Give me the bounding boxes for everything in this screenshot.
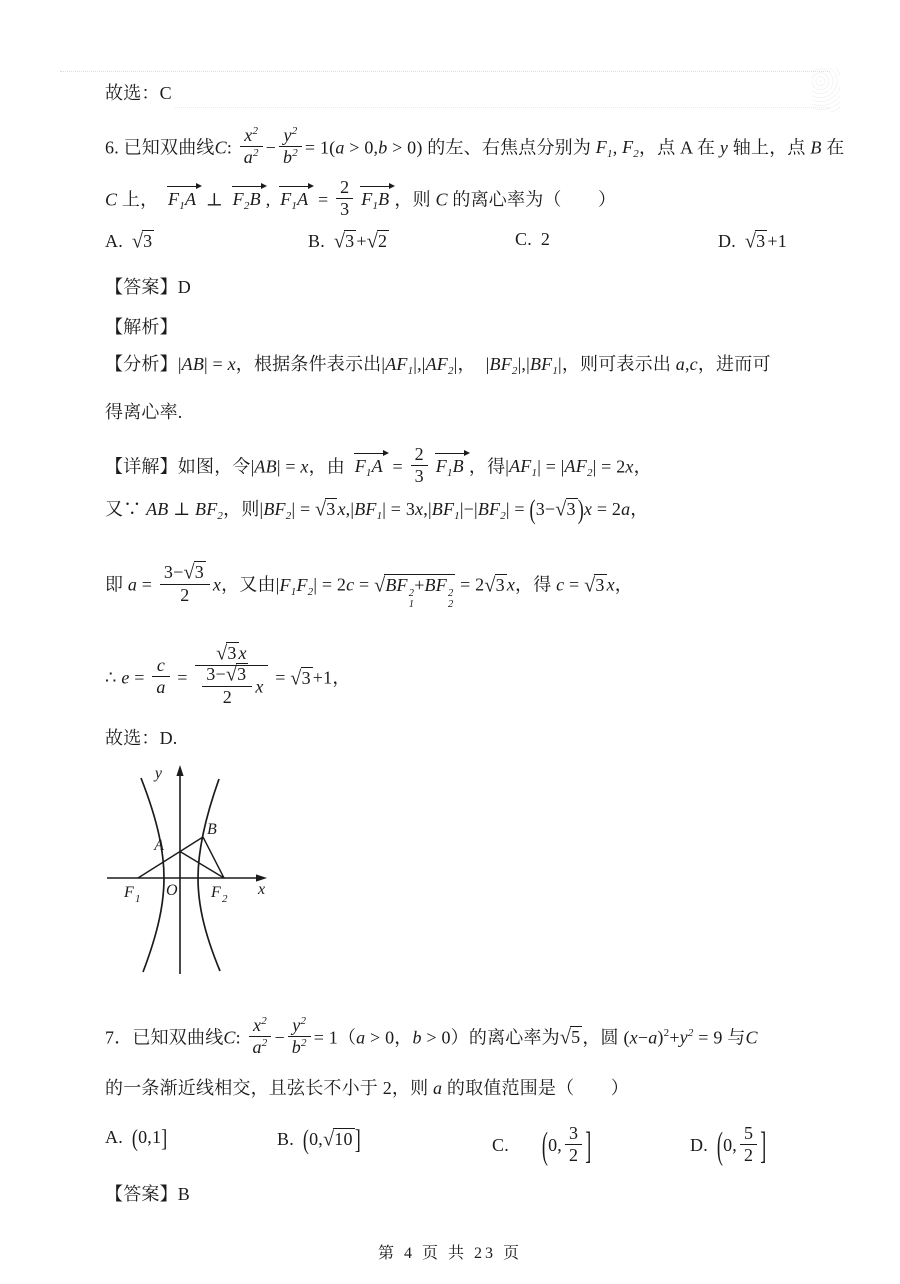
option-label: D.: [718, 231, 736, 251]
figure-y-label: y: [154, 765, 162, 782]
q6-hyperbola-figure: [100, 762, 275, 982]
q6-stem-line1: 6. 已知双曲线C: $\frac{x^2}{a^2}$ − $\frac{y^2}{b^2}$ = 1(a > 0,b > 0) 的左、右焦点分别为 $F_1$, $F_2$，点 A 在 y 轴上，点 B 在: [105, 125, 845, 167]
y-axis-arrow: [176, 765, 183, 776]
option-label: C.: [492, 1135, 509, 1156]
hyperbola-right-branch: [198, 779, 220, 971]
q6-option-d: [718, 228, 787, 254]
q7-answer-line: 【答案】B: [105, 1184, 191, 1204]
figure-f2-subscript: 2: [222, 893, 228, 905]
figure-f1-label: F: [124, 884, 134, 901]
option-expression: (0, $\frac{3}{2}$ ]: [541, 1123, 592, 1167]
q6-fenxi-line1: 【分析】|AB| = x，根据条件表示出$|AF_1|,|AF_2|$， $|BF_2|,|BF_1|$，则可表示出 a,c，进而可: [105, 354, 771, 377]
q7-option-b: [277, 1126, 361, 1153]
option-label: C.: [515, 229, 532, 249]
figure-f2-label: F: [211, 884, 221, 901]
q6-xiangjie-line3: 即 a = $\frac{3-√3}{2}$ x，又由$|F_1F_2| = 2c = √BF$ 2 1 +BF 2 2 = 2√3 x，得 c = √3 x，: [105, 561, 633, 610]
q6-stem-line2: C 上， $F_1A$ ⊥ $F_2B$ , $F_1A$ = $\frac{2}{3}$ $F_1B$ ，则 C 的离心率为（ ）: [105, 177, 617, 219]
option-label: A.: [105, 231, 123, 251]
figure-f1-subscript: 1: [135, 893, 141, 905]
scan-artifact-line: [175, 107, 830, 108]
option-label: D.: [690, 1135, 708, 1156]
option-expression: (0,√10 ]: [302, 1124, 361, 1155]
scan-noise-patch: [812, 68, 840, 112]
q6-option-b: [308, 228, 389, 254]
option-expression: 2: [540, 229, 551, 249]
figure-o-label: O: [166, 882, 178, 899]
page-footer: 第 4 页 共 23 页: [377, 1245, 522, 1262]
option-expression: √3 +√2: [333, 230, 388, 253]
q6-jiexi-line: 【解析】: [105, 317, 178, 337]
q6-conclusion-line: 故选：D.: [105, 728, 178, 748]
q7-option-c: [492, 1123, 592, 1168]
q7-stem-line1: 7．已知双曲线C: $\frac{x^2}{a^2}$ − $\frac{y^2}{b^2}$ = 1（a > 0，b > 0）的离心率为√5 ，圆 $(x-a)^2+y^2 = 9$ 与C: [105, 1015, 758, 1057]
q6-xiangjie-line2: 又∵ AB ⊥ $BF_2$，则$|BF_2| = √3$ $x,|BF_1| = 3x,|BF_1|-|BF_2| = (3-√3$ )x = 2a，: [105, 494, 649, 525]
q6-option-c: [515, 228, 550, 251]
figure-x-label: x: [258, 881, 266, 898]
scan-artifact-line: [60, 71, 830, 72]
q6-option-a: [105, 228, 154, 254]
figure-b-label: B: [207, 821, 217, 838]
q6-fenxi-line2: 得离心率.: [105, 402, 183, 422]
option-expression: √3 +1: [744, 230, 787, 253]
q7-option-d: [690, 1123, 767, 1168]
q6-xiangjie-line4: ∴ e = $\frac{c}{a}$ = √3 x $\frac{3-√3}{2}$ x = √3 +1，: [105, 645, 351, 714]
option-expression: (0,1]: [131, 1124, 168, 1152]
hyperbola-left-branch: [141, 778, 164, 972]
q7-option-a: [105, 1126, 167, 1151]
q7-stem-line2: 的一条渐近线相交，且弦长不小于 2，则 a 的取值范围是（ ）: [105, 1078, 629, 1098]
option-expression: √3: [131, 230, 153, 253]
option-label: B.: [308, 231, 325, 251]
option-expression: (0, $\frac{5}{2}$ ]: [716, 1123, 767, 1167]
figure-a-label: A: [154, 837, 164, 854]
segment-f1-b: [138, 837, 203, 878]
option-label: A.: [105, 1127, 123, 1147]
q6-xiangjie-line1: 【详解】如图，令|AB| = x，由 $F_1A$ = $\frac{2}{3}$ $F_1B$ ，得$|AF_1| = |AF_2| = 2x$，: [105, 444, 652, 486]
option-label: B.: [277, 1129, 294, 1149]
q6-answer-line: 【答案】D: [105, 277, 191, 297]
prev-answer-line: 故选：C: [105, 83, 172, 103]
